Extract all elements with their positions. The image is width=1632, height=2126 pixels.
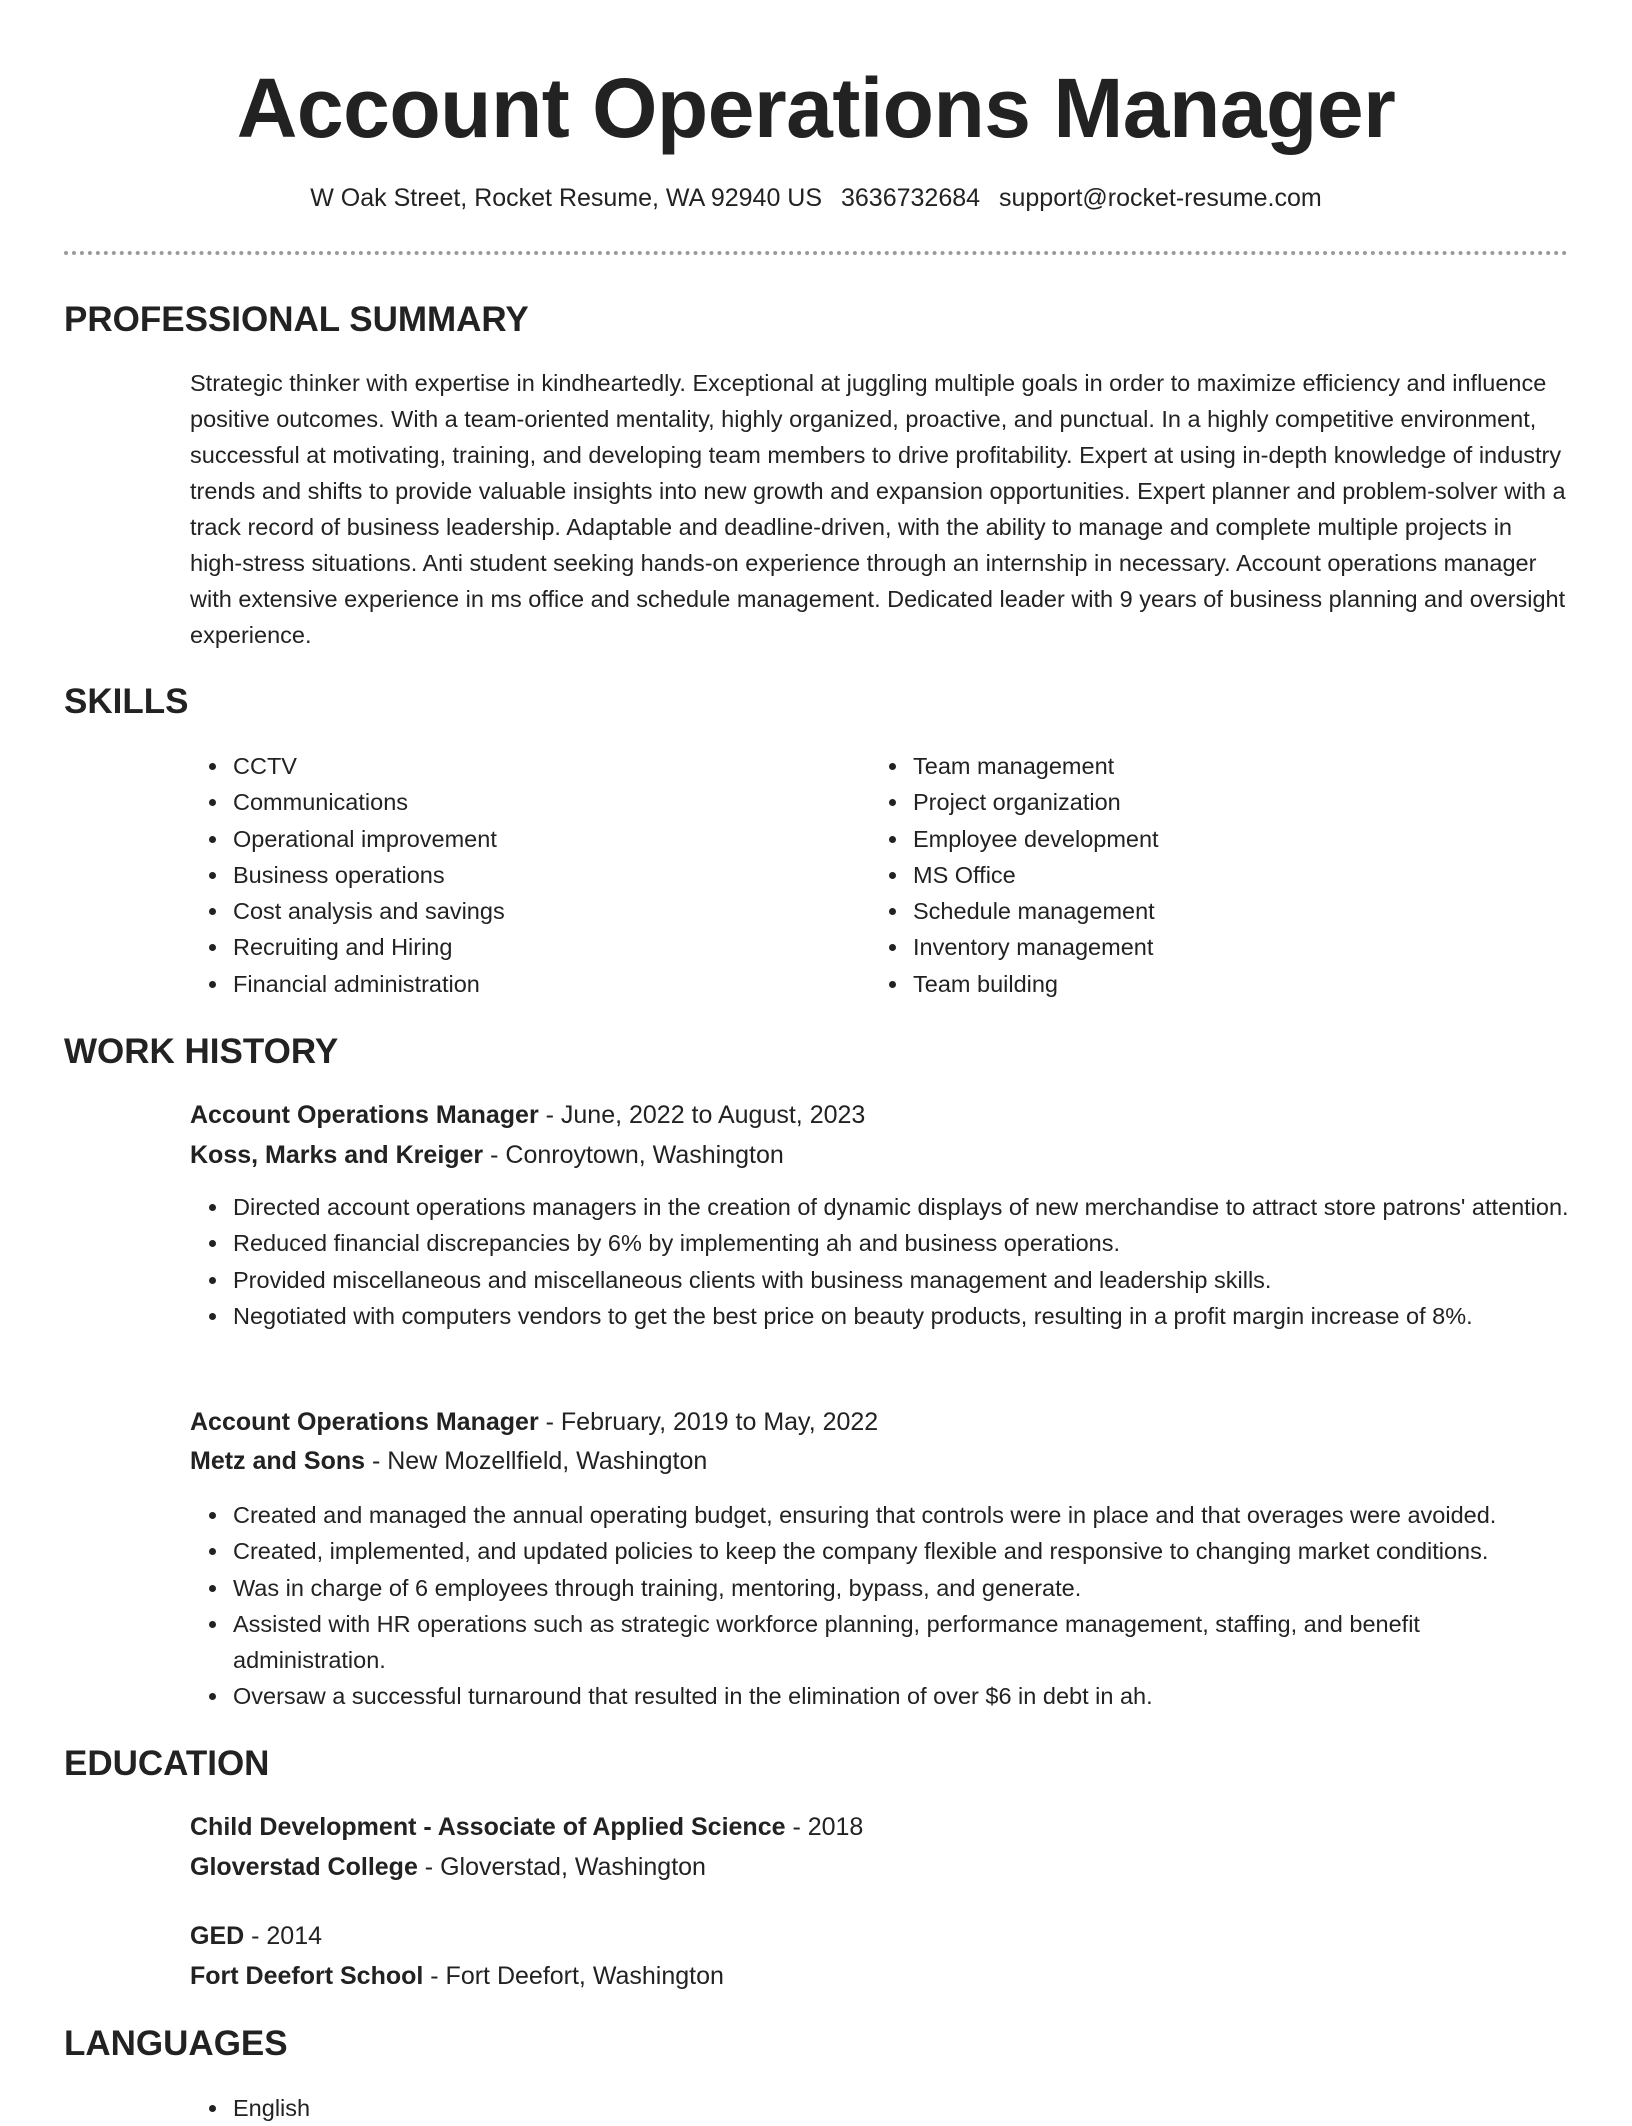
job-bullet: Negotiated with computers vendors to get the best price on beauty products, resulting in a profit margin increase of 8%.: [233, 1298, 1573, 1334]
job-company-line: [190, 1137, 784, 1173]
languages-list: [233, 2090, 1573, 2126]
school-line: [190, 1849, 706, 1885]
degree-name: GED: [190, 1922, 245, 1950]
job-location: - Conroytown, Washington: [483, 1141, 784, 1169]
job-bullet: Oversaw a successful turnaround that resulted in the elimination of over $6 in debt in ah.: [233, 1678, 1573, 1714]
skill-item: Cost analysis and savings: [233, 893, 505, 929]
skill-item: Financial administration: [233, 966, 505, 1002]
degree-year: - 2018: [785, 1813, 864, 1841]
section-title-summary: PROFESSIONAL SUMMARY: [64, 300, 529, 339]
degree-line: [190, 1918, 322, 1954]
language-item: English: [233, 2090, 1573, 2126]
job-title-line: [190, 1404, 878, 1440]
job-company-line: [190, 1443, 707, 1479]
summary-text: Strategic thinker with expertise in kindheartedly. Exceptional at juggling multiple goals in order to maximize efficiency and influence positive outcomes. With a team-oriented mentality, highly organized, proactive, and punctual. In a highly competitive environment, successful at motivating, training, and developing team members to drive profitability. Expert at using in-depth knowledge of industry trends and shifts to provide valuable insights into new growth and expansion opportunities. Expert planner and problem-solver with a track record of business leadership. Adaptable and deadline-driven, with the ability to manage and complete multiple projects in high-stress situations. Anti student seeking hands-on experience through an internship in necessary. Account operations manager with extensive experience in ms office and schedule management. Dedicated leader with 9 years of business planning and oversight experience.: [190, 370, 1566, 648]
section-title-work-history: WORK HISTORY: [64, 1032, 339, 1071]
skill-item: Recruiting and Hiring: [233, 929, 505, 965]
job-bullet: Created, implemented, and updated policies to keep the company flexible and responsive to changing market conditions.: [233, 1533, 1573, 1569]
skill-item: CCTV: [233, 748, 505, 784]
job-dates: - February, 2019 to May, 2022: [538, 1408, 879, 1436]
skill-item: MS Office: [913, 857, 1159, 893]
school-name: Gloverstad College: [190, 1853, 418, 1881]
skills-list-left: [233, 748, 505, 1002]
skill-item: Inventory management: [913, 929, 1159, 965]
skills-list-right: [913, 748, 1159, 1002]
school-location: - Fort Deefort, Washington: [423, 1962, 724, 1990]
school-name: Fort Deefort School: [190, 1962, 424, 1990]
skill-item: Team management: [913, 748, 1159, 784]
job-company: Koss, Marks and Kreiger: [190, 1141, 484, 1169]
job-dates: - June, 2022 to August, 2023: [538, 1101, 866, 1129]
contact-line: [0, 180, 1632, 216]
job-title-line: [190, 1097, 865, 1133]
address: W Oak Street, Rocket Resume, WA 92940 US: [310, 184, 823, 212]
job-role: Account Operations Manager: [190, 1408, 539, 1436]
skill-item: Employee development: [913, 821, 1159, 857]
degree-year: - 2014: [244, 1922, 323, 1950]
skill-item: Team building: [913, 966, 1159, 1002]
skill-item: Communications: [233, 784, 505, 820]
degree-line: [190, 1809, 863, 1845]
skill-item: Operational improvement: [233, 821, 505, 857]
degree-name: Child Development - Associate of Applied Science: [190, 1813, 786, 1841]
candidate-name: Account Operations Manager: [236, 61, 1396, 155]
job-bullet: Directed account operations managers in the creation of dynamic displays of new merchandise to attract store patrons' attention.: [233, 1189, 1573, 1225]
job-bullet: Reduced financial discrepancies by 6% by implementing ah and business operations.: [233, 1225, 1573, 1261]
skill-item: Schedule management: [913, 893, 1159, 929]
job-bullet: Provided miscellaneous and miscellaneous clients with business management and leadership skills.: [233, 1262, 1573, 1298]
job-company: Metz and Sons: [190, 1447, 366, 1475]
job-role: Account Operations Manager: [190, 1101, 539, 1129]
email-address: support@rocket-resume.com: [999, 184, 1322, 212]
job-bullet: Created and managed the annual operating budget, ensuring that controls were in place and that overages were avoided.: [233, 1497, 1573, 1533]
job-bullets: [233, 1189, 1573, 1334]
job-bullet: Assisted with HR operations such as strategic workforce planning, performance management, staffing, and benefit administration.: [233, 1606, 1573, 1679]
skill-item: Project organization: [913, 784, 1159, 820]
section-title-skills: SKILLS: [64, 682, 189, 721]
header-divider: [64, 251, 1568, 255]
section-title-education: EDUCATION: [64, 1744, 270, 1783]
skill-item: Business operations: [233, 857, 505, 893]
phone-number: 3636732684: [841, 184, 981, 212]
job-bullets: [233, 1497, 1573, 1715]
school-line: [190, 1958, 724, 1994]
section-title-languages: LANGUAGES: [64, 2024, 288, 2063]
job-location: - New Mozellfield, Washington: [365, 1447, 708, 1475]
school-location: - Gloverstad, Washington: [417, 1853, 706, 1881]
job-bullet: Was in charge of 6 employees through training, mentoring, bypass, and generate.: [233, 1570, 1573, 1606]
